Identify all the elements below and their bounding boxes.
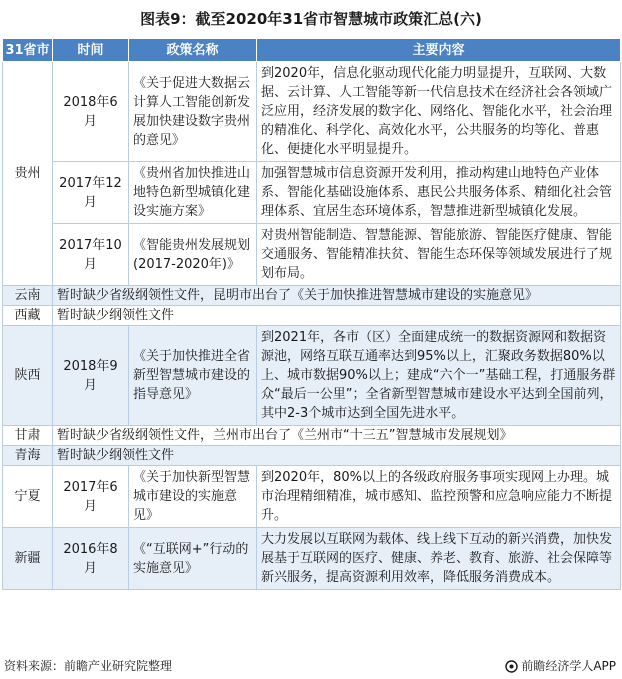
time-cell: 2016年8月 <box>53 528 129 590</box>
content-cell: 大力发展以互联网为载体、线上线下互动的新兴消费，加快发展基于互联网的医疗、健康、养老、教育、旅游、社会保障等新兴服务，提高资源利用效率，降低服务消费成本。 <box>257 528 621 590</box>
time-cell: 2017年10月 <box>53 224 129 286</box>
policy-name-cell: 《贵州省加快推进山地特色新型城镇化建设实施方案》 <box>129 162 257 224</box>
policy-name-cell: 《关于加快新型智慧城市建设的实施意见》 <box>129 466 257 528</box>
content-cell: 加强智慧城市信息资源开发利用，推动构建山地特色产业体系、智能化基础设施体系、惠民公共服务体系、精细化社会管理体系、宜居生态环境体系，智慧推进新型城镇化发展。 <box>257 162 621 224</box>
policy-name-cell: 《“互联网+”行动的实施意见》 <box>129 528 257 590</box>
province-cell: 青海 <box>3 446 53 466</box>
table-row <box>3 446 621 466</box>
footer <box>0 653 622 679</box>
brand-logo-icon <box>505 660 518 673</box>
province-cell: 甘肃 <box>3 426 53 446</box>
brand-label <box>505 653 616 679</box>
content-cell: 暂时缺少纲领性文件 <box>53 306 621 326</box>
content-cell: 暂时缺少纲领性文件 <box>53 446 621 466</box>
province-cell: 贵州 <box>3 62 53 286</box>
table-row <box>3 528 621 590</box>
content-cell: 到2021年，各市（区）全面建成统一的数据资源网和数据资源池，网络互联互通率达到95%以上，汇聚政务数据80%以上、城市数据90%以上；建成“六个一”基础工程，打通服务群众“最后一公里”；全省新型智慧城市建设水平达到全国前列，其中2-3个城市达到全国先进水平。 <box>257 326 621 426</box>
header-content: 主要内容 <box>257 39 621 62</box>
brand-text: 前瞻经济学人APP <box>521 659 616 673</box>
policy-name-cell: 《关于加快推进全省新型智慧城市建设的指导意见》 <box>129 326 257 426</box>
table-row <box>3 426 621 446</box>
province-cell: 宁夏 <box>3 466 53 528</box>
table-header-row <box>3 39 621 62</box>
table-row <box>3 466 621 528</box>
table-row <box>3 286 621 306</box>
province-cell: 西藏 <box>3 306 53 326</box>
time-cell: 2018年9月 <box>53 326 129 426</box>
chart-title: 图表9：截至2020年31省市智慧城市政策汇总(六) <box>140 10 482 28</box>
header-province: 31省市 <box>3 39 53 62</box>
header-name: 政策名称 <box>129 39 257 62</box>
time-cell: 2017年12月 <box>53 162 129 224</box>
content-cell: 到2020年，80%以上的各级政府服务事项实现网上办理。城市治理精细精准，城市感知、监控预警和应急响应能力不断提升。 <box>257 466 621 528</box>
policy-name-cell: 《关于促进大数据云计算人工智能创新发展加快建设数字贵州的意见》 <box>129 62 257 162</box>
table-row <box>3 162 621 224</box>
policy-table <box>2 38 621 590</box>
policy-name-cell: 《智能贵州发展规划(2017-2020年)》 <box>129 224 257 286</box>
province-cell: 新疆 <box>3 528 53 590</box>
table-row <box>3 62 621 162</box>
table-row <box>3 306 621 326</box>
header-time: 时间 <box>53 39 129 62</box>
content-cell: 到2020年，信息化驱动现代化能力明显提升，互联网、大数据、云计算、人工智能等新一代信息技术在经济社会各领域广泛应用，经济发展的数字化、网络化、智能化水平，社会治理的精准化、科学化、高效化水平，公共服务的均等化、普惠化、便捷化水平明显提升。 <box>257 62 621 162</box>
table-row <box>3 326 621 426</box>
time-cell: 2017年6月 <box>53 466 129 528</box>
content-cell: 对贵州智能制造、智慧能源、智能旅游、智能医疗健康、智能交通服务、智能精准扶贫、智能生态环保等领域发展进行了规划布局。 <box>257 224 621 286</box>
province-cell: 陕西 <box>3 326 53 426</box>
time-cell: 2018年6月 <box>53 62 129 162</box>
content-cell: 暂时缺少省级纲领性文件，昆明市出台了《关于加快推进智慧城市建设的实施意见》 <box>53 286 621 306</box>
table-row <box>3 224 621 286</box>
source-note: 资料来源：前瞻产业研究院整理 <box>4 659 173 673</box>
content-cell: 暂时缺少省级纲领性文件，兰州市出台了《兰州市“十三五”智慧城市发展规划》 <box>53 426 621 446</box>
province-cell: 云南 <box>3 286 53 306</box>
